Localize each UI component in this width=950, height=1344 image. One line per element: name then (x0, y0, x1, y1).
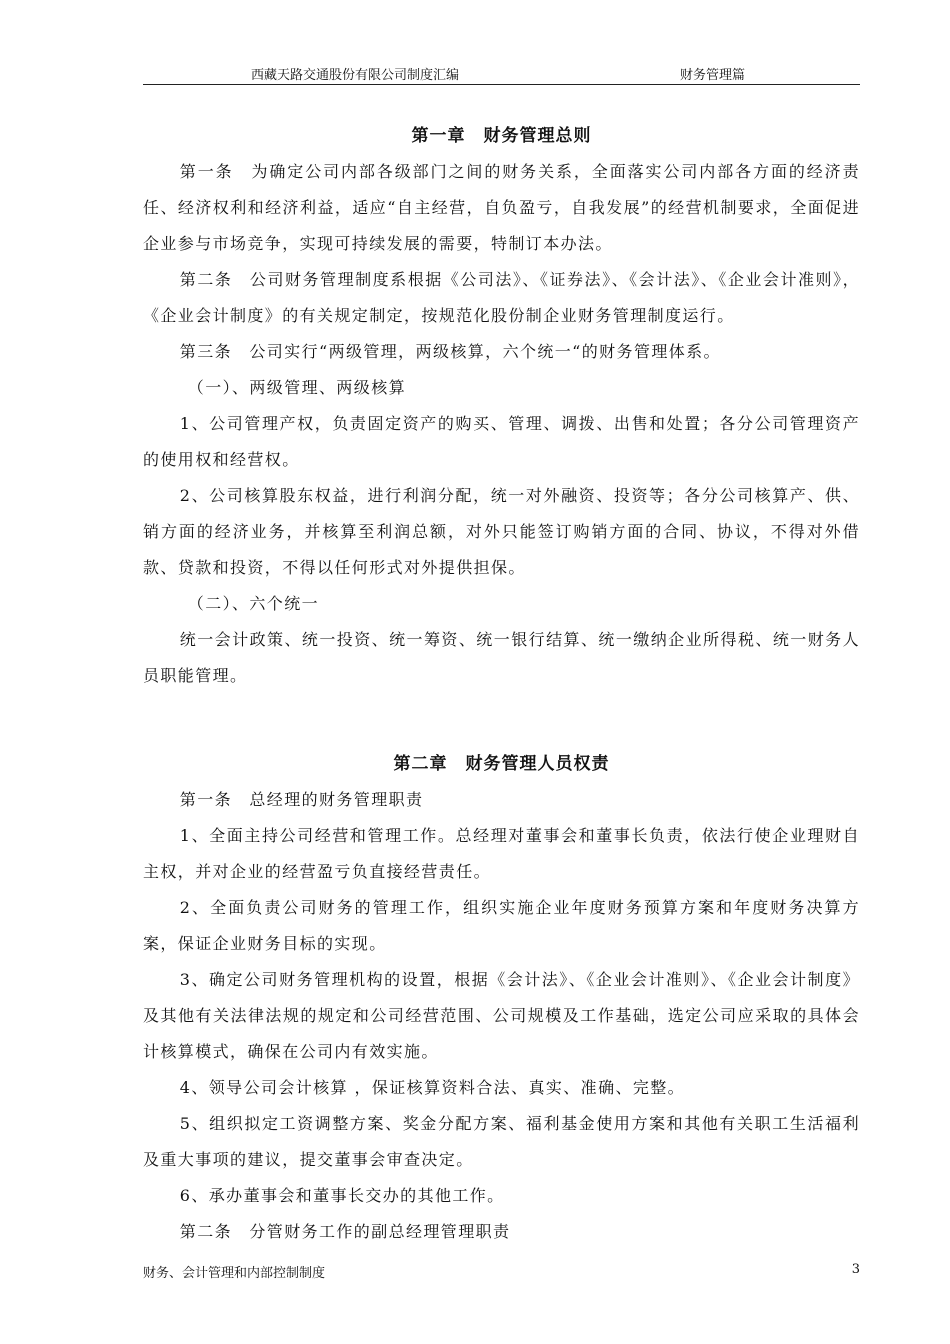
chapter-2-item-4: 4、领导公司会计核算 ，保证核算资料合法、真实、准确、完整。 (179, 1078, 686, 1097)
chapter-1-article-1: 第一条 为确定公司内部各级部门之间的财务关系，全面落实公司内部各方面的经济责任、经济权利和经济利益，适应“自主经营，自负盈亏，自我发展”的经营机制要求，全面促进企业参与市场竞争，实现可持续发展的需要，特制订本办法。 (143, 162, 860, 253)
footer-document-title: 财务、会计管理和内部控制制度 (143, 1266, 326, 1281)
chapter-1-article-2: 第二条 公司财务管理制度系根据《公司法》、《证券法》、《会计法》、《企业会计准则》，《企业会计制度》的有关规定制定，按规范化股份制企业财务管理制度运行。 (143, 270, 860, 325)
chapter-1-item-1: 1、公司管理产权，负责固定资产的购买、管理、调拨、出售和处置；各分公司管理资产的使用权和经营权。 (143, 414, 860, 469)
chapter-2-item-1: 1、全面主持公司经营和管理工作。总经理对董事会和董事长负责，依法行使企业理财自主权，并对企业的经营盈亏负直接经营责任。 (143, 826, 860, 881)
chapter-1-subheading-2: （二）、六个统一 (187, 594, 319, 613)
chapter-2-item-6: 6、承办董事会和董事长交办的其他工作。 (179, 1186, 505, 1205)
chapter-1-unified-list: 统一会计政策、统一投资、统一筹资、统一银行结算、统一缴纳企业所得税、统一财务人员职能管理。 (143, 630, 860, 685)
chapter-2-article-2: 第二条 分管财务工作的副总经理管理职责 (179, 1222, 511, 1241)
chapter-2-item-3: 3、确定公司财务管理机构的设置，根据《会计法》、《企业会计准则》、《企业会计制度》及其他有关法律法规的规定和公司经营范围、公司规模及工作基础，选定公司应采取的具体会计核算模式，确保在公司内有效实施。 (143, 970, 860, 1061)
chapter-2-title: 第二章 财务管理人员权责 (393, 754, 610, 774)
chapter-1-item-2: 2、公司核算股东权益，进行利润分配，统一对外融资、投资等；各分公司核算产、供、销方面的经济业务，并核算至利润总额，对外只能签订购销方面的合同、协议，不得对外借款、贷款和投资，不得以任何形式对外提供担保。 (143, 486, 860, 577)
page-number: 3 (851, 1262, 860, 1277)
chapter-2-item-2: 2、全面负责公司财务的管理工作，组织实施企业年度财务预算方案和年度财务决算方案，保证企业财务目标的实现。 (143, 898, 860, 953)
document-body (143, 118, 860, 1250)
chapter-1-title: 第一章 财务管理总则 (411, 126, 592, 146)
page-header (143, 62, 860, 85)
header-section-title: 财务管理篇 (680, 68, 746, 83)
chapter-2-article-1: 第一条 总经理的财务管理职责 (179, 790, 424, 809)
chapter-spacer (143, 694, 860, 746)
header-company-title: 西藏天路交通股份有限公司制度汇编 (251, 68, 460, 83)
chapter-1-article-3: 第三条 公司实行“两级管理，两级核算，六个统一“的财务管理体系。 (179, 342, 721, 361)
chapter-1-subheading-1: （一）、两级管理、两级核算 (187, 378, 406, 397)
chapter-2-item-5: 5、组织拟定工资调整方案、奖金分配方案、福利基金使用方案和其他有关职工生活福利及重大事项的建议，提交董事会审查决定。 (143, 1114, 860, 1169)
